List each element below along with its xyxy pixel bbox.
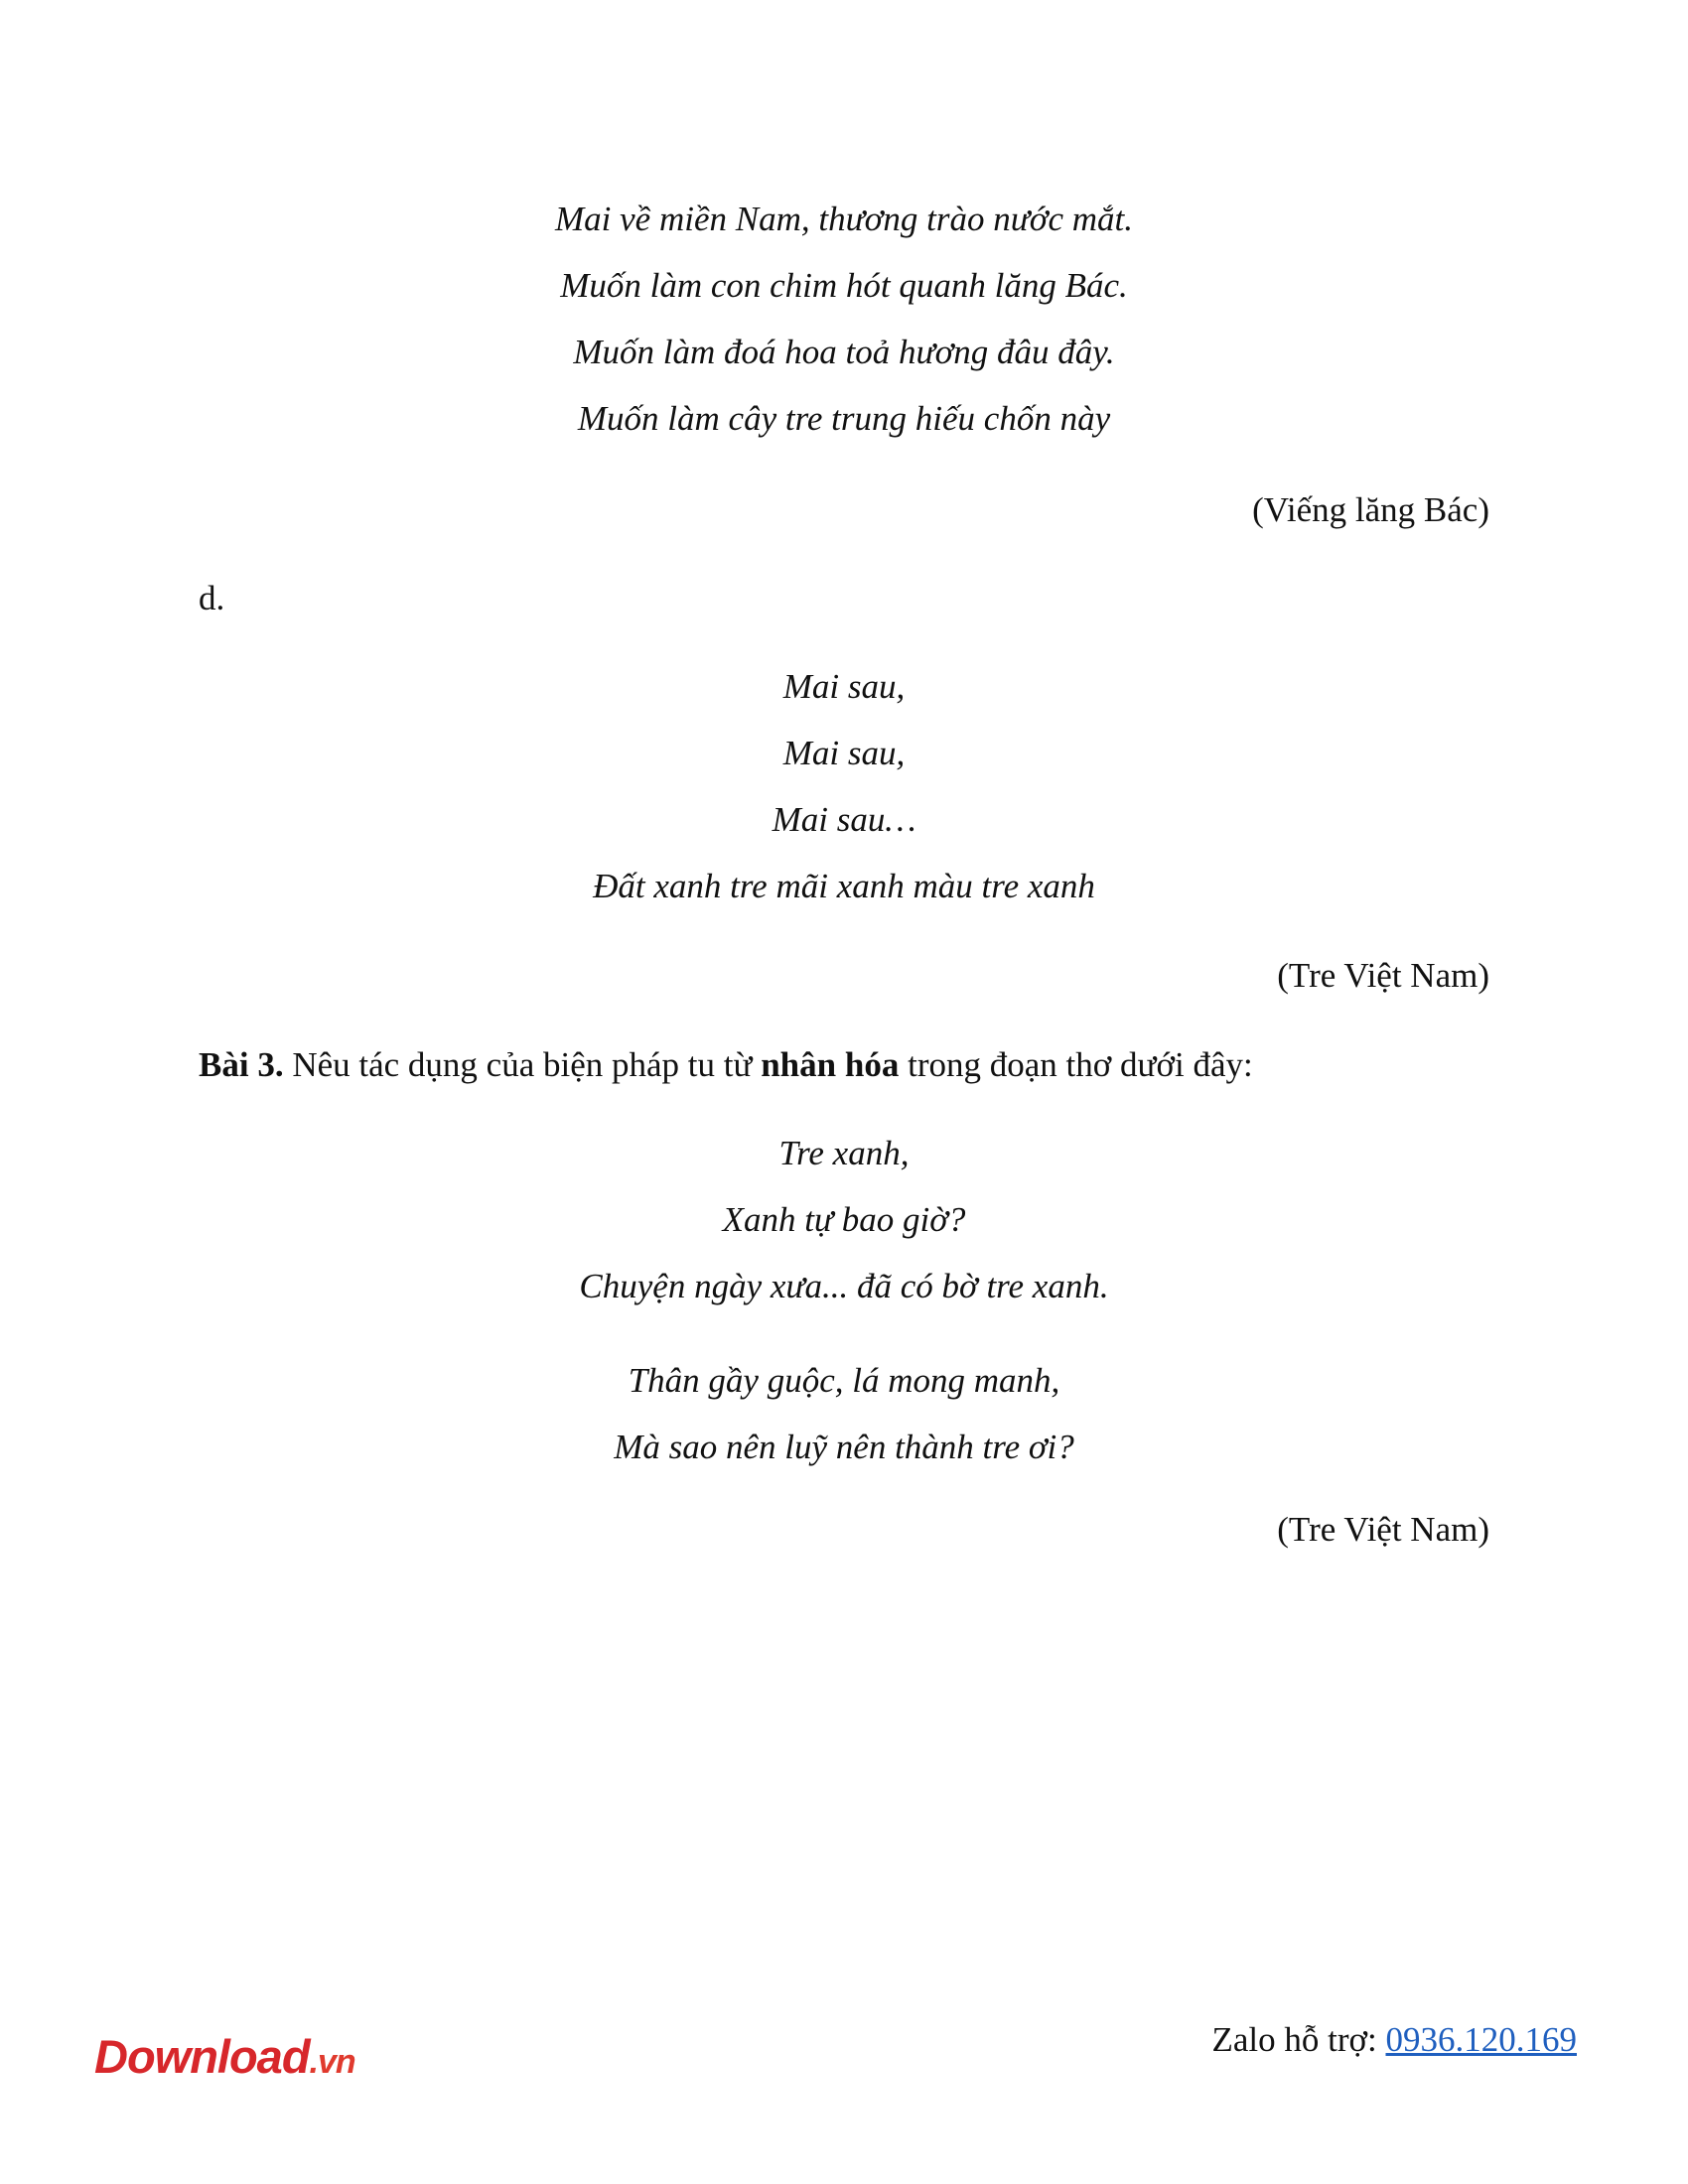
support-contact <box>1212 2020 1578 2060</box>
poem-stanza-than-gay-guoc <box>0 1347 1688 1480</box>
exercise-prompt <box>199 1045 1253 1085</box>
exercise-number: Bài 3. <box>199 1045 284 1084</box>
poem-line: Thân gầy guộc, lá mong manh, <box>628 1361 1060 1400</box>
poem-line: Tre xanh, <box>778 1134 910 1172</box>
poem-line: Muốn làm đoá hoa toả hương đâu đây. <box>573 333 1115 371</box>
poem-line: Mai về miền Nam, thương trào nước mắt. <box>555 200 1133 238</box>
poem-line: Muốn làm cây tre trung hiếu chốn này <box>577 399 1111 438</box>
poem-line: Mà sao nên luỹ nên thành tre ơi? <box>614 1428 1074 1466</box>
poem-line: Xanh tự bao giờ? <box>722 1200 966 1239</box>
logo-tld-text: .vn <box>309 2043 355 2081</box>
poem-line: Mai sau… <box>772 800 916 839</box>
poem-stanza-mai-sau <box>0 653 1688 919</box>
exercise-text-before: Nêu tác dụng của biện pháp tu từ <box>283 1045 762 1084</box>
download-vn-logo <box>94 2029 355 2090</box>
poem-line: Chuyện ngày xưa... đã có bờ tre xanh. <box>579 1267 1109 1305</box>
poem-stanza-vieng-lang-bac <box>0 186 1688 452</box>
phone-link[interactable]: 0936.120.169 <box>1385 2020 1577 2059</box>
poem-line: Mai sau, <box>782 667 906 706</box>
item-label-d: d. <box>199 579 225 617</box>
poem-line: Mai sau, <box>782 734 906 772</box>
poem-source: (Tre Việt Nam) <box>1277 956 1489 995</box>
logo-main-text: Download <box>94 2030 310 2083</box>
poem-line: Đất xanh tre mãi xanh màu tre xanh <box>593 867 1095 905</box>
poem-source: (Viếng lăng Bác) <box>1252 490 1489 529</box>
poem-source: (Tre Việt Nam) <box>1277 1510 1489 1549</box>
exercise-text-after: trong đoạn thơ dưới đây: <box>899 1045 1253 1084</box>
poem-line: Muốn làm con chim hót quanh lăng Bác. <box>560 266 1128 305</box>
exercise-emphasis: nhân hóa <box>761 1045 900 1084</box>
poem-stanza-tre-xanh <box>0 1120 1688 1319</box>
contact-label: Zalo hỗ trợ: <box>1211 2020 1386 2059</box>
